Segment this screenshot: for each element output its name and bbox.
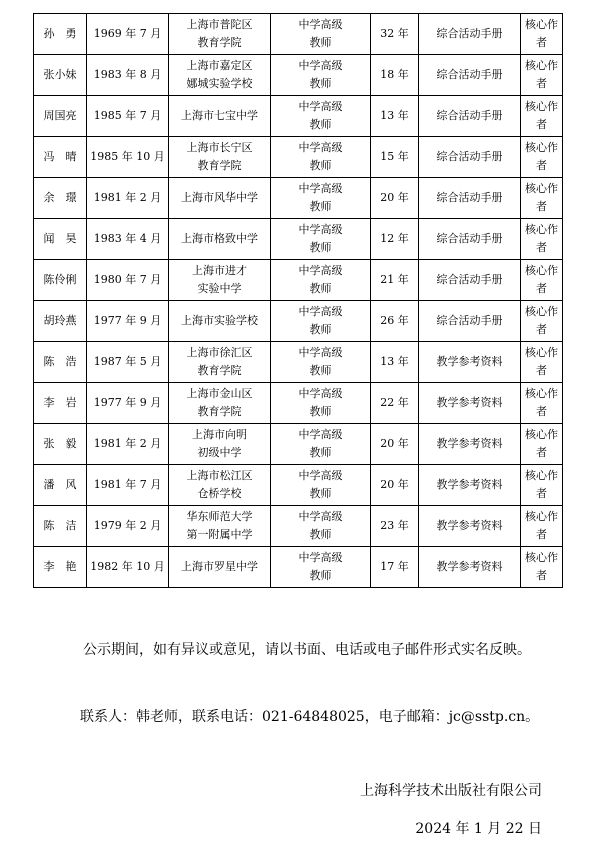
author-name-cell: 冯 晴 bbox=[34, 137, 87, 178]
title-cell: 中学高级 教师 bbox=[271, 178, 371, 219]
author-name-cell: 张小妹 bbox=[34, 55, 87, 96]
title-cell: 中学高级 教师 bbox=[271, 506, 371, 547]
school-cell: 上海市普陀区 教育学院 bbox=[169, 14, 271, 55]
book-cell: 综合活动手册 bbox=[419, 55, 521, 96]
notice-paragraph: 公示期间，如有异议或意见，请以书面、电话或电子邮件形式实名反映。 bbox=[83, 642, 531, 658]
author-table bbox=[33, 13, 563, 588]
school-cell: 上海市进才 实验中学 bbox=[169, 260, 271, 301]
teaching-years-cell: 15 年 bbox=[371, 137, 419, 178]
role-cell: 核心作者 bbox=[521, 424, 563, 465]
birth-date-cell: 1985 年 7 月 bbox=[87, 96, 169, 137]
teaching-years-cell: 21 年 bbox=[371, 260, 419, 301]
birth-date-cell: 1977 年 9 月 bbox=[87, 383, 169, 424]
title-cell: 中学高级 教师 bbox=[271, 260, 371, 301]
table-row bbox=[34, 465, 563, 506]
birth-date-cell: 1985 年 10 月 bbox=[87, 137, 169, 178]
title-cell: 中学高级 教师 bbox=[271, 465, 371, 506]
table-row bbox=[34, 547, 563, 588]
school-cell: 上海市长宁区 教育学院 bbox=[169, 137, 271, 178]
author-name-cell: 潘 风 bbox=[34, 465, 87, 506]
book-cell: 综合活动手册 bbox=[419, 137, 521, 178]
table-row bbox=[34, 383, 563, 424]
role-cell: 核心作者 bbox=[521, 96, 563, 137]
school-cell: 上海市向明 初级中学 bbox=[169, 424, 271, 465]
table-row bbox=[34, 260, 563, 301]
teaching-years-cell: 18 年 bbox=[371, 55, 419, 96]
author-table-body bbox=[34, 14, 563, 588]
teaching-years-cell: 22 年 bbox=[371, 383, 419, 424]
school-cell: 上海市格致中学 bbox=[169, 219, 271, 260]
table-row bbox=[34, 96, 563, 137]
book-cell: 综合活动手册 bbox=[419, 260, 521, 301]
author-name-cell: 孙 勇 bbox=[34, 14, 87, 55]
title-cell: 中学高级 教师 bbox=[271, 219, 371, 260]
birth-date-cell: 1983 年 4 月 bbox=[87, 219, 169, 260]
table-row bbox=[34, 342, 563, 383]
teaching-years-cell: 13 年 bbox=[371, 96, 419, 137]
publisher-name: 上海科学技术出版社有限公司 bbox=[360, 783, 542, 799]
school-cell: 上海市金山区 教育学院 bbox=[169, 383, 271, 424]
title-cell: 中学高级 教师 bbox=[271, 424, 371, 465]
birth-date-cell: 1981 年 7 月 bbox=[87, 465, 169, 506]
contact-line: 联系人：韩老师，联系电话：021-64848025，电子邮箱：jc@sstp.cn。 bbox=[80, 709, 540, 725]
school-cell: 上海市罗星中学 bbox=[169, 547, 271, 588]
role-cell: 核心作者 bbox=[521, 465, 563, 506]
table-row bbox=[34, 506, 563, 547]
teaching-years-cell: 17 年 bbox=[371, 547, 419, 588]
table-row bbox=[34, 178, 563, 219]
table-row bbox=[34, 424, 563, 465]
book-cell: 教学参考资料 bbox=[419, 506, 521, 547]
author-name-cell: 李 艳 bbox=[34, 547, 87, 588]
title-cell: 中学高级 教师 bbox=[271, 342, 371, 383]
table-row bbox=[34, 301, 563, 342]
book-cell: 综合活动手册 bbox=[419, 14, 521, 55]
teaching-years-cell: 12 年 bbox=[371, 219, 419, 260]
school-cell: 上海市松江区 仓桥学校 bbox=[169, 465, 271, 506]
birth-date-cell: 1980 年 7 月 bbox=[87, 260, 169, 301]
school-cell: 上海市嘉定区 娜城实验学校 bbox=[169, 55, 271, 96]
birth-date-cell: 1977 年 9 月 bbox=[87, 301, 169, 342]
table-row bbox=[34, 55, 563, 96]
role-cell: 核心作者 bbox=[521, 178, 563, 219]
role-cell: 核心作者 bbox=[521, 301, 563, 342]
title-cell: 中学高级 教师 bbox=[271, 301, 371, 342]
role-cell: 核心作者 bbox=[521, 260, 563, 301]
author-name-cell: 胡玲燕 bbox=[34, 301, 87, 342]
teaching-years-cell: 23 年 bbox=[371, 506, 419, 547]
role-cell: 核心作者 bbox=[521, 14, 563, 55]
birth-date-cell: 1982 年 10 月 bbox=[87, 547, 169, 588]
author-name-cell: 李 岩 bbox=[34, 383, 87, 424]
role-cell: 核心作者 bbox=[521, 547, 563, 588]
author-name-cell: 陈 洁 bbox=[34, 506, 87, 547]
notice-date: 2024 年 1 月 22 日 bbox=[415, 821, 542, 837]
book-cell: 综合活动手册 bbox=[419, 219, 521, 260]
author-name-cell: 闻 昊 bbox=[34, 219, 87, 260]
teaching-years-cell: 32 年 bbox=[371, 14, 419, 55]
role-cell: 核心作者 bbox=[521, 55, 563, 96]
book-cell: 综合活动手册 bbox=[419, 178, 521, 219]
birth-date-cell: 1983 年 8 月 bbox=[87, 55, 169, 96]
book-cell: 综合活动手册 bbox=[419, 96, 521, 137]
teaching-years-cell: 20 年 bbox=[371, 424, 419, 465]
table-row bbox=[34, 219, 563, 260]
teaching-years-cell: 20 年 bbox=[371, 465, 419, 506]
school-cell: 上海市风华中学 bbox=[169, 178, 271, 219]
table-row bbox=[34, 14, 563, 55]
school-cell: 华东师范大学 第一附属中学 bbox=[169, 506, 271, 547]
title-cell: 中学高级 教师 bbox=[271, 14, 371, 55]
birth-date-cell: 1981 年 2 月 bbox=[87, 178, 169, 219]
role-cell: 核心作者 bbox=[521, 506, 563, 547]
teaching-years-cell: 26 年 bbox=[371, 301, 419, 342]
birth-date-cell: 1987 年 5 月 bbox=[87, 342, 169, 383]
title-cell: 中学高级 教师 bbox=[271, 55, 371, 96]
role-cell: 核心作者 bbox=[521, 342, 563, 383]
book-cell: 教学参考资料 bbox=[419, 424, 521, 465]
role-cell: 核心作者 bbox=[521, 383, 563, 424]
school-cell: 上海市实验学校 bbox=[169, 301, 271, 342]
title-cell: 中学高级 教师 bbox=[271, 137, 371, 178]
author-name-cell: 陈伶俐 bbox=[34, 260, 87, 301]
author-name-cell: 张 毅 bbox=[34, 424, 87, 465]
teaching-years-cell: 20 年 bbox=[371, 178, 419, 219]
title-cell: 中学高级 教师 bbox=[271, 547, 371, 588]
book-cell: 教学参考资料 bbox=[419, 547, 521, 588]
role-cell: 核心作者 bbox=[521, 219, 563, 260]
author-name-cell: 周国亮 bbox=[34, 96, 87, 137]
author-name-cell: 陈 浩 bbox=[34, 342, 87, 383]
book-cell: 教学参考资料 bbox=[419, 342, 521, 383]
title-cell: 中学高级 教师 bbox=[271, 96, 371, 137]
birth-date-cell: 1981 年 2 月 bbox=[87, 424, 169, 465]
birth-date-cell: 1969 年 7 月 bbox=[87, 14, 169, 55]
birth-date-cell: 1979 年 2 月 bbox=[87, 506, 169, 547]
book-cell: 综合活动手册 bbox=[419, 301, 521, 342]
author-name-cell: 余 璟 bbox=[34, 178, 87, 219]
title-cell: 中学高级 教师 bbox=[271, 383, 371, 424]
role-cell: 核心作者 bbox=[521, 137, 563, 178]
teaching-years-cell: 13 年 bbox=[371, 342, 419, 383]
school-cell: 上海市七宝中学 bbox=[169, 96, 271, 137]
table-row bbox=[34, 137, 563, 178]
school-cell: 上海市徐汇区 教育学院 bbox=[169, 342, 271, 383]
book-cell: 教学参考资料 bbox=[419, 383, 521, 424]
book-cell: 教学参考资料 bbox=[419, 465, 521, 506]
